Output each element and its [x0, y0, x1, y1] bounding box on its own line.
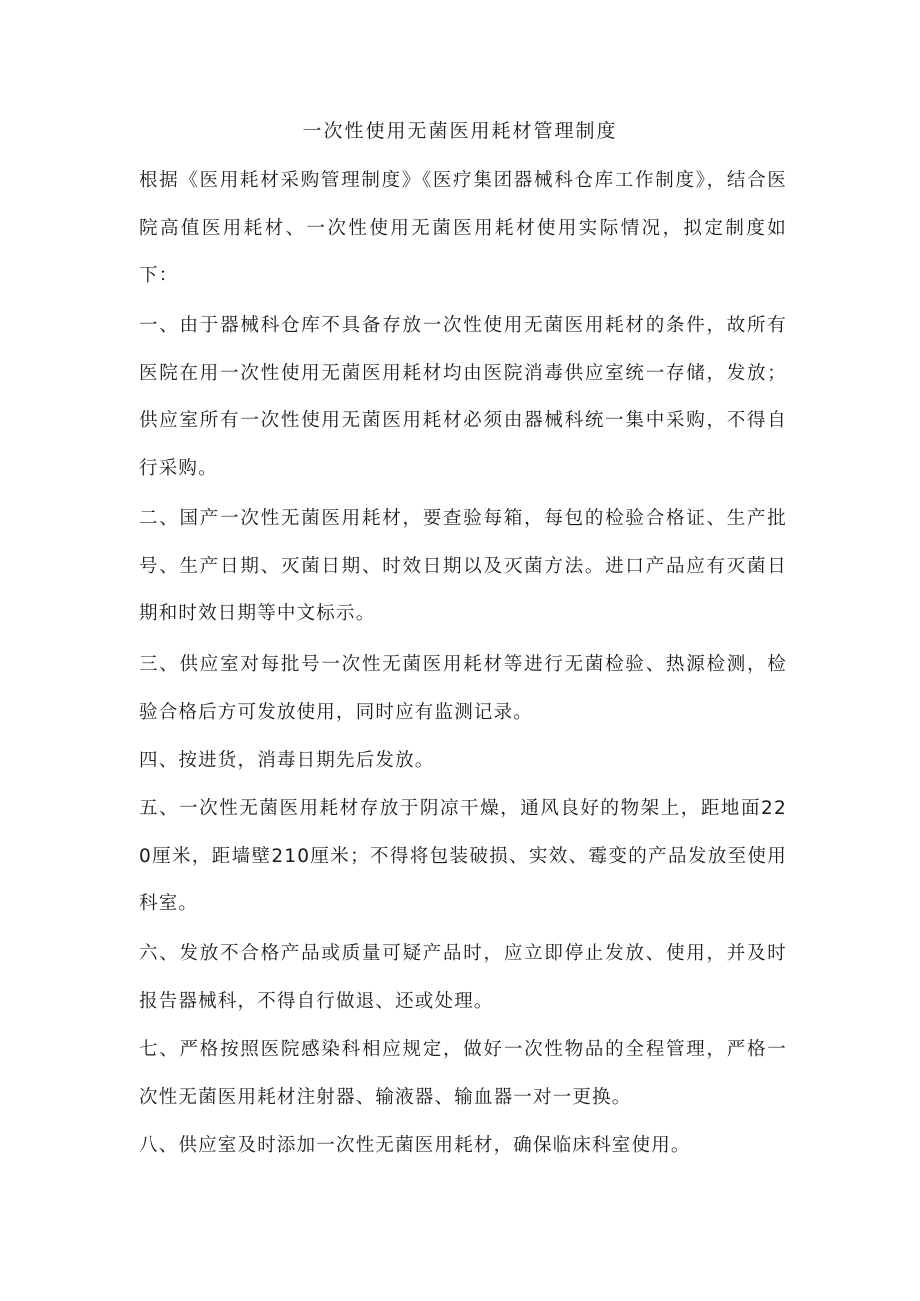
intro-paragraph: 根据《医用耗材采购管理制度》《医疗集团器械科仓库工作制度》，结合医院高值医用耗材、一次性使用无菌医用耗材使用实际情况，拟定制度如下： [139, 170, 787, 286]
clause-8-paragraph: 八、供应室及时添加一次性无菌医用耗材，确保临床科室使用。 [139, 1135, 691, 1156]
clause-6-paragraph: 六、发放不合格产品或质量可疑产品时，应立即停止发放、使用，并及时报告器械科，不得自行做退、还或处理。 [139, 943, 787, 1012]
clause-2-paragraph: 二、国产一次性无菌医用耗材，要查验每箱，每包的检验合格证、生产批号、生产日期、灭菌日期、时效日期以及灭菌方法。进口产品应有灭菌日期和时效日期等中文标示。 [139, 508, 787, 624]
document-title: 一次性使用无菌医用耗材管理制度 [302, 120, 618, 142]
clause-1-paragraph: 一、由于器械科仓库不具备存放一次性使用无菌医用耗材的条件，故所有医院在用一次性使用无菌医用耗材均由医院消毒供应室统一存储，发放；供应室所有一次性使用无菌医用耗材必须由器械科统一集中采购，不得自行采购。 [139, 315, 787, 479]
clause-7-paragraph: 七、严格按照医院感染科相应规定，做好一次性物品的全程管理，严格一次性无菌医用耗材注射器、输液器、输血器一对一更换。 [139, 1039, 787, 1108]
clause-3-paragraph: 三、供应室对每批号一次性无菌医用耗材等进行无菌检验、热源检测，检验合格后方可发放使用，同时应有监测记录。 [139, 654, 787, 723]
clause-4-paragraph: 四、按进货，消毒日期先后发放。 [139, 750, 435, 771]
clause-5-paragraph: 五、一次性无菌医用耗材存放于阴凉干燥，通风良好的物架上，距地面220厘米，距墙壁210厘米；不得将包装破损、实效、霉变的产品发放至使用科室。 [139, 798, 787, 914]
